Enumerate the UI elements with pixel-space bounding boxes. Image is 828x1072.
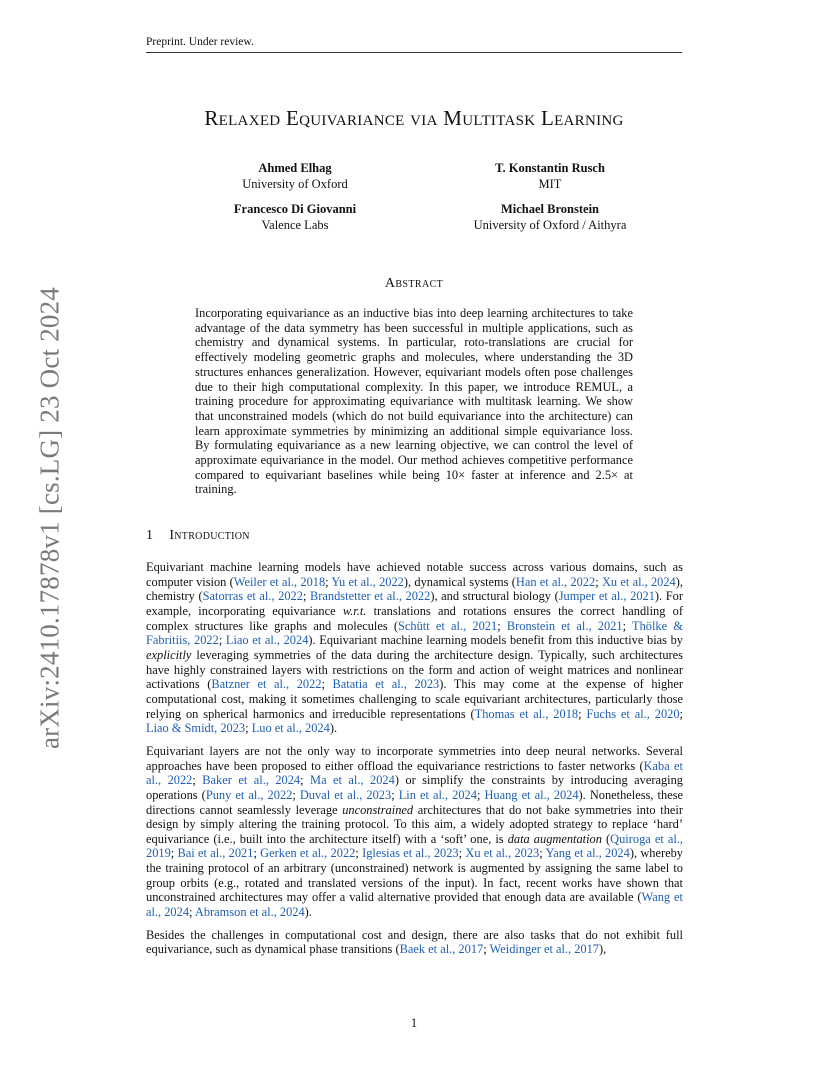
- text-run: ). Nonetheless, these directions cannot seamlessly leverage: [146, 787, 684, 817]
- citation-link[interactable]: Han et al., 2022: [515, 574, 596, 589]
- text-run: ;: [302, 589, 311, 604]
- body-paragraph: [146, 744, 683, 920]
- text-run: ;: [391, 787, 399, 802]
- author-name: Ahmed Elhag: [258, 161, 332, 175]
- text-run: ;: [321, 677, 333, 692]
- text-run: ;: [595, 574, 602, 589]
- paper-title: Relaxed Equivariance via Multitask Learning: [204, 106, 624, 130]
- text-run: leveraging symmetries of the data during the architecture design. Typically, such architectures have highly constrained layers with restrictions on the form and action of weight matrices and nonlinear activations (: [146, 647, 683, 692]
- text-run: ;: [458, 846, 466, 861]
- author-block: [440, 201, 660, 233]
- body-text: [146, 560, 683, 965]
- section-heading: [146, 528, 250, 544]
- text-run: Equivariant layers are not the only way to incorporate symmetries into deep neural networks. Several approaches have been proposed to either offload the equivariance restrictions to faster networks (: [146, 743, 683, 773]
- text-run: ), dynamical systems (: [403, 574, 516, 589]
- text-run: ;: [189, 905, 195, 920]
- text-run: ;: [245, 721, 252, 736]
- author-name: Francesco Di Giovanni: [233, 202, 357, 216]
- author-affiliation: MIT: [538, 177, 562, 191]
- author-block: [440, 160, 660, 192]
- arxiv-identifier: arXiv:2410.17878v1 [cs.LG] 23 Oct 2024: [34, 286, 65, 750]
- text-run: ;: [325, 574, 332, 589]
- body-paragraph: [146, 560, 683, 736]
- text-run: ), and structural biology (: [430, 589, 559, 604]
- citation-link[interactable]: Xu et al., 2024: [601, 574, 676, 589]
- section-title: Introduction: [169, 528, 250, 543]
- author-block: [195, 201, 395, 233]
- citation-link[interactable]: Thölke & Fabritiis, 2022: [146, 618, 683, 648]
- citation-link[interactable]: Bai et al., 2021: [177, 846, 254, 861]
- page-number: 1: [410, 1016, 418, 1030]
- citation-link[interactable]: Batzner et al., 2022: [211, 677, 322, 692]
- citation-link[interactable]: Iglesias et al., 2023: [362, 846, 459, 861]
- text-run: ). Equivariant machine learning models benefit from this inductive bias by: [308, 633, 683, 648]
- text-run: ;: [292, 787, 300, 802]
- emphasis-text: w.r.t.: [342, 603, 367, 618]
- emphasis-text: explicitly: [146, 647, 192, 662]
- body-paragraph: [146, 928, 683, 957]
- text-run: architectures that do not bake symmetries into their design by simply altering the training protocol. To this aim, a widely adopted strategy to replace ‘hard’ equivariance (i.e., built into the architecture itself) with a ‘soft’ one, is: [146, 802, 683, 846]
- text-run: ;: [192, 773, 203, 788]
- citation-link[interactable]: Xu et al., 2023: [465, 846, 540, 861]
- emphasis-text: unconstrained: [342, 802, 414, 817]
- text-run: ;: [679, 706, 683, 721]
- citation-link[interactable]: Gerken et al., 2022: [260, 846, 356, 861]
- citation-link[interactable]: Bronstein et al., 2021: [506, 618, 623, 633]
- citation-link[interactable]: Luo et al., 2024: [251, 721, 330, 736]
- author-block: [195, 160, 395, 192]
- author-name: Michael Bronstein: [500, 202, 600, 216]
- citation-link[interactable]: Brandstetter et al., 2022: [310, 589, 431, 604]
- text-run: ;: [355, 846, 363, 861]
- citation-link[interactable]: Huang et al., 2024: [484, 787, 579, 802]
- text-run: ;: [253, 846, 261, 861]
- text-run: Equivariant machine learning models have achieved notable success across various domains, such as computer vision (: [146, 560, 683, 589]
- citation-link[interactable]: Weiler et al., 2018: [233, 574, 326, 589]
- text-run: ;: [483, 942, 490, 957]
- citation-link[interactable]: Schütt et al., 2021: [398, 618, 498, 633]
- citation-link[interactable]: Abramson et al., 2024: [194, 905, 305, 920]
- citation-link[interactable]: Liao & Smidt, 2023: [146, 721, 246, 736]
- citation-link[interactable]: Thomas et al., 2018: [474, 706, 579, 721]
- citation-link[interactable]: Weidinger et al., 2017: [489, 942, 599, 957]
- citation-link[interactable]: Baek et al., 2017: [399, 942, 484, 957]
- text-run: ;: [578, 706, 587, 721]
- running-header: Preprint. Under review.: [146, 36, 254, 48]
- citation-link[interactable]: Yu et al., 2022: [331, 574, 404, 589]
- citation-link[interactable]: Baker et al., 2024: [202, 773, 301, 788]
- citation-link[interactable]: Duval et al., 2023: [299, 787, 392, 802]
- citation-link[interactable]: Lin et al., 2024: [398, 787, 477, 802]
- text-run: ).: [304, 905, 312, 920]
- citation-link[interactable]: Liao et al., 2024: [225, 633, 309, 648]
- abstract-heading: Abstract: [384, 276, 444, 291]
- citation-link[interactable]: Puny et al., 2022: [205, 787, 293, 802]
- text-run: ). For example, incorporating equivariance: [146, 589, 683, 618]
- text-run: ;: [622, 618, 633, 633]
- citation-link[interactable]: Satorras et al., 2022: [202, 589, 303, 604]
- text-run: ), chemistry (: [146, 574, 683, 604]
- abstract-text: Incorporating equivariance as an inductive bias into deep learning architectures to take advantage of the data symmetry has been successful in multiple applications, such as chemistry and dynamical systems. In particular, roto-translations are crucial for effectively modeling geometric graphs and molecules, where understanding the 3D structures enhances generalization. However, equivariant models often pose challenges due to their high computational complexity. In this paper, we introduce REMUL, a training procedure for approximating equivariance with multitask learning. We show that unconstrained models (which do not build equivariance into the architecture) can learn approximate symmetries by minimizing an additional simple equivariance loss. By formulating equivariance as a new learning objective, we can control the level of approximate equivariance in the model. Our method achieves competitive performance compared to equivariant baselines while being 10× faster at inference and 2.5× at training.: [195, 306, 633, 497]
- text-run: Besides the challenges in computational cost and design, there are also tasks that do not exhibit full equivariance, such as dynamical phase transitions (: [146, 927, 683, 957]
- text-run: ;: [476, 787, 485, 802]
- text-run: ). This may come at the expense of higher computational cost, making it sometimes challenging to scale equivariant architectures, particularly those relying on spherical harmonics and irreducible representations (: [146, 677, 684, 721]
- author-affiliation: University of Oxford: [242, 177, 348, 191]
- text-run: ;: [497, 618, 507, 633]
- author-name: T. Konstantin Rusch: [495, 161, 605, 175]
- citation-link[interactable]: Yang et al., 2024: [545, 846, 630, 861]
- text-run: ;: [539, 846, 546, 861]
- text-run: ) or simplify the constraints by introducing averaging operations (: [146, 773, 683, 802]
- text-run: translations and rotations ensures the correct handling of complex structures like graphs and molecules (: [146, 603, 683, 633]
- text-run: ;: [218, 633, 226, 648]
- text-run: ).: [329, 721, 338, 736]
- text-run: ),: [599, 942, 607, 957]
- citation-link[interactable]: Jumper et al., 2021: [558, 589, 655, 604]
- text-run: ;: [300, 773, 311, 788]
- citation-link[interactable]: Quiroga et al., 2019: [146, 831, 683, 861]
- citation-link[interactable]: Wang et al., 2024: [146, 890, 683, 920]
- citation-link[interactable]: Kaba et al., 2022: [146, 758, 683, 788]
- author-affiliation: Valence Labs: [261, 218, 329, 232]
- text-run: (: [601, 831, 611, 846]
- text-run: ;: [170, 846, 178, 861]
- section-number: 1: [146, 528, 154, 543]
- citation-link[interactable]: Fuchs et al., 2020: [586, 706, 680, 721]
- citation-link[interactable]: Batatia et al., 2023: [332, 677, 440, 692]
- citation-link[interactable]: Ma et al., 2024: [310, 773, 395, 788]
- emphasis-text: data augmentation: [507, 831, 602, 846]
- header-rule: [146, 52, 682, 53]
- author-affiliation: University of Oxford / Aithyra: [473, 218, 627, 232]
- text-run: ), whereby the training protocol of an arbitrary (unconstrained) network is augmented by assigning the same label to group orbits (e.g., rotated and translated versions of the input). In fact, recent works have shown that unconstrained architectures may offer a valid alternative provided that enough data are available (: [146, 846, 683, 905]
